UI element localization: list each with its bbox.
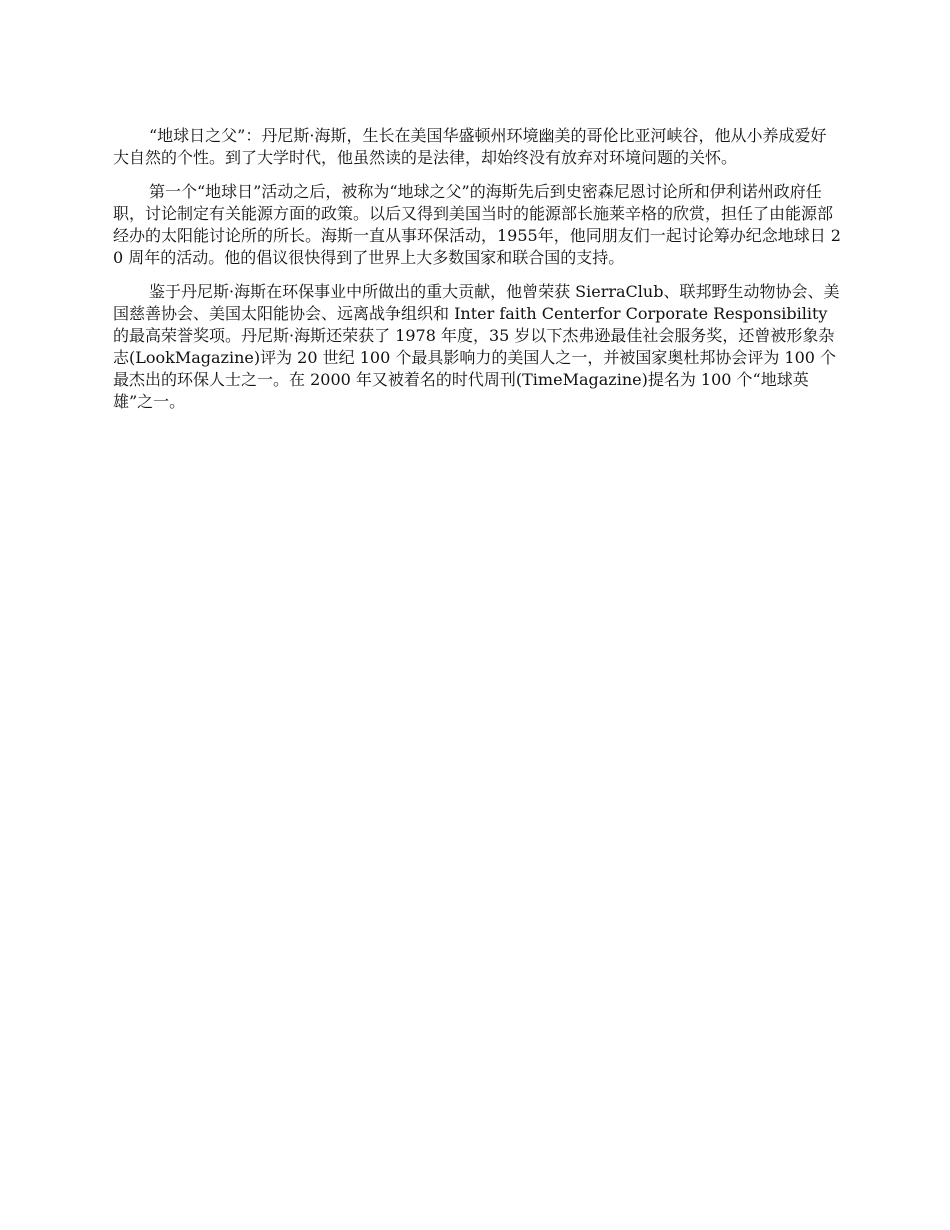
paragraph-3: 鉴于丹尼斯·海斯在环保事业中所做出的重大贡献，他曾荣获 SierraClub、联邦野生动物协会、美国慈善协会、美国太阳能协会、远离战争组织和 Inter faith Centerfor Corporate Responsibility 的最高荣誉奖项。丹尼斯·海斯还荣获了 1978 年度，35 岁以下杰弗逊最佳社会服务奖，还曾被形象杂志(LookMagazine)评为 20 世纪 100 个最具影响力的美国人之一，并被国家奥杜邦协会评为 100 个最杰出的环保人士之一。在 2000 年又被着名的时代周刊(TimeMagazine)提名为 100 个“地球英雄”之一。 [113,282,840,411]
paragraph-2: 第一个“地球日”活动之后，被称为“地球之父”的海斯先后到史密森尼恩讨论所和伊利诺州政府任职，讨论制定有关能源方面的政策。以后又得到美国当时的能源部长施莱辛格的欣赏，担任了由能源部经办的太阳能讨论所的所长。海斯一直从事环保活动，1955年，他同朋友们一起讨论筹办纪念地球日 20 周年的活动。他的倡议很快得到了世界上大多数国家和联合国的支持。 [113,182,841,267]
document-body [113,125,841,425]
paragraph-1: “地球日之父”：丹尼斯·海斯，生长在美国华盛顿州环境幽美的哥伦比亚河峡谷，他从小养成爱好大自然的个性。到了大学时代，他虽然读的是法律，却始终没有放弃对环境问题的关怀。 [113,126,827,167]
